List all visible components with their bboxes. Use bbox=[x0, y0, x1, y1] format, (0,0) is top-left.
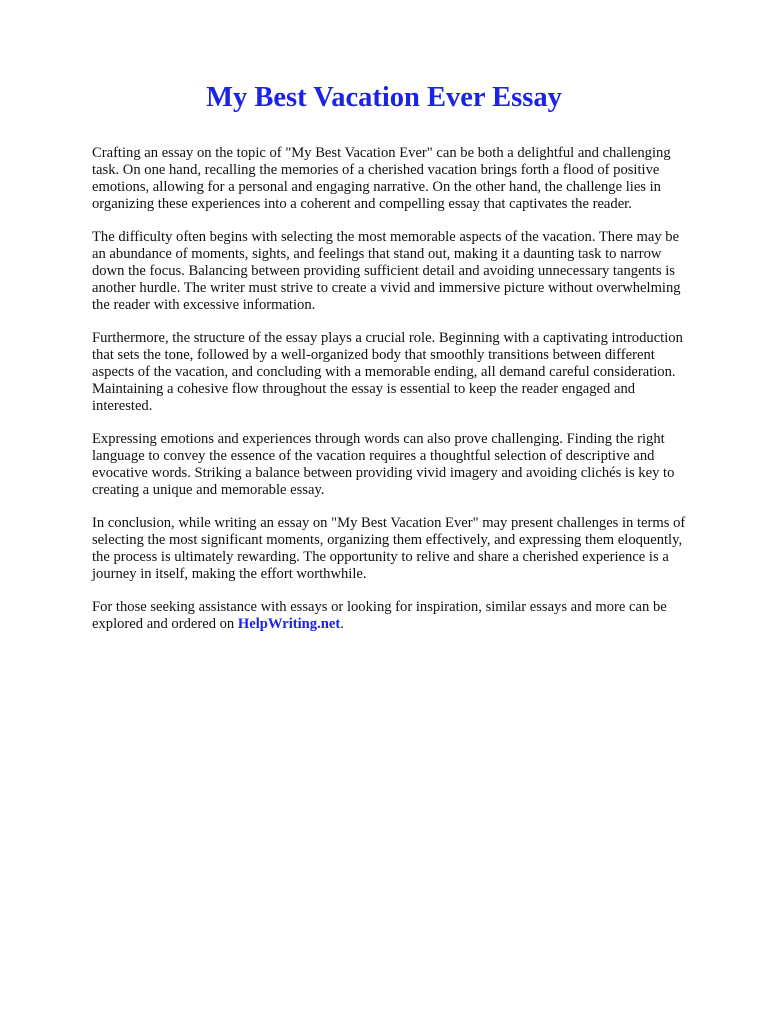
paragraph-line: another hurdle. The writer must strive to create a vivid and immersive picture without overwhelming bbox=[92, 280, 681, 296]
paragraph-line: evocative words. Striking a balance between providing vivid imagery and avoiding clichés is key to bbox=[92, 465, 675, 481]
paragraph-line: aspects of the vacation, and concluding with a memorable ending, all demand careful consideration. bbox=[92, 364, 676, 380]
essay-body bbox=[92, 145, 732, 649]
paragraph-line: In conclusion, while writing an essay on "My Best Vacation Ever" may present challenges in terms of bbox=[92, 515, 686, 531]
paragraph-line: journey in itself, making the effort worthwhile. bbox=[92, 566, 367, 582]
paragraph-2 bbox=[92, 229, 732, 314]
paragraph-line: task. On one hand, recalling the memories of a cherished vacation brings forth a flood of positive bbox=[92, 162, 660, 178]
paragraph-line bbox=[92, 616, 732, 633]
page-title: My Best Vacation Ever Essay bbox=[206, 82, 562, 113]
paragraph-line: down the focus. Balancing between providing sufficient detail and avoiding unnecessary tangents is bbox=[92, 263, 675, 279]
paragraph-line: emotions, allowing for a personal and engaging narrative. On the other hand, the challenge lies in bbox=[92, 179, 661, 195]
paragraph-line: language to convey the essence of the vacation requires a thoughtful selection of descriptive and bbox=[92, 448, 655, 464]
paragraph-line: Crafting an essay on the topic of "My Best Vacation Ever" can be both a delightful and challenging bbox=[92, 145, 671, 161]
paragraph-line: the process is ultimately rewarding. The opportunity to relive and share a cherished experience is a bbox=[92, 549, 669, 565]
paragraph-3 bbox=[92, 330, 732, 415]
paragraph-line: creating a unique and memorable essay. bbox=[92, 482, 325, 498]
paragraph-4 bbox=[92, 431, 732, 499]
paragraph-line: interested. bbox=[92, 398, 153, 414]
paragraph-line: organizing these experiences into a coherent and compelling essay that captivates the reader. bbox=[92, 196, 632, 212]
paragraph-1 bbox=[92, 145, 732, 213]
paragraph-line: the reader with excessive information. bbox=[92, 297, 316, 313]
paragraph-line: Furthermore, the structure of the essay plays a crucial role. Beginning with a captivating introduction bbox=[92, 330, 683, 346]
paragraph-line: selecting the most significant moments, organizing them effectively, and expressing them eloquently, bbox=[92, 532, 683, 548]
paragraph-line: For those seeking assistance with essays or looking for inspiration, similar essays and more can be bbox=[92, 599, 667, 615]
closing-prefix: explored and ordered on bbox=[92, 616, 238, 632]
paragraph-line: Expressing emotions and experiences through words can also prove challenging. Finding the right bbox=[92, 431, 665, 447]
closing-suffix: . bbox=[340, 616, 344, 632]
paragraph-5 bbox=[92, 515, 732, 583]
paragraph-line: an abundance of moments, sights, and feelings that stand out, making it a daunting task to narrow bbox=[92, 246, 662, 262]
paragraph-line: Maintaining a cohesive flow throughout the essay is essential to keep the reader engaged and bbox=[92, 381, 636, 397]
closing-paragraph bbox=[92, 599, 732, 633]
helpwriting-link[interactable]: HelpWriting.net bbox=[237, 616, 341, 632]
paragraph-line: that sets the tone, followed by a well-organized body that smoothly transitions between different bbox=[92, 347, 655, 363]
paragraph-line: The difficulty often begins with selecting the most memorable aspects of the vacation. There may be bbox=[92, 229, 680, 245]
